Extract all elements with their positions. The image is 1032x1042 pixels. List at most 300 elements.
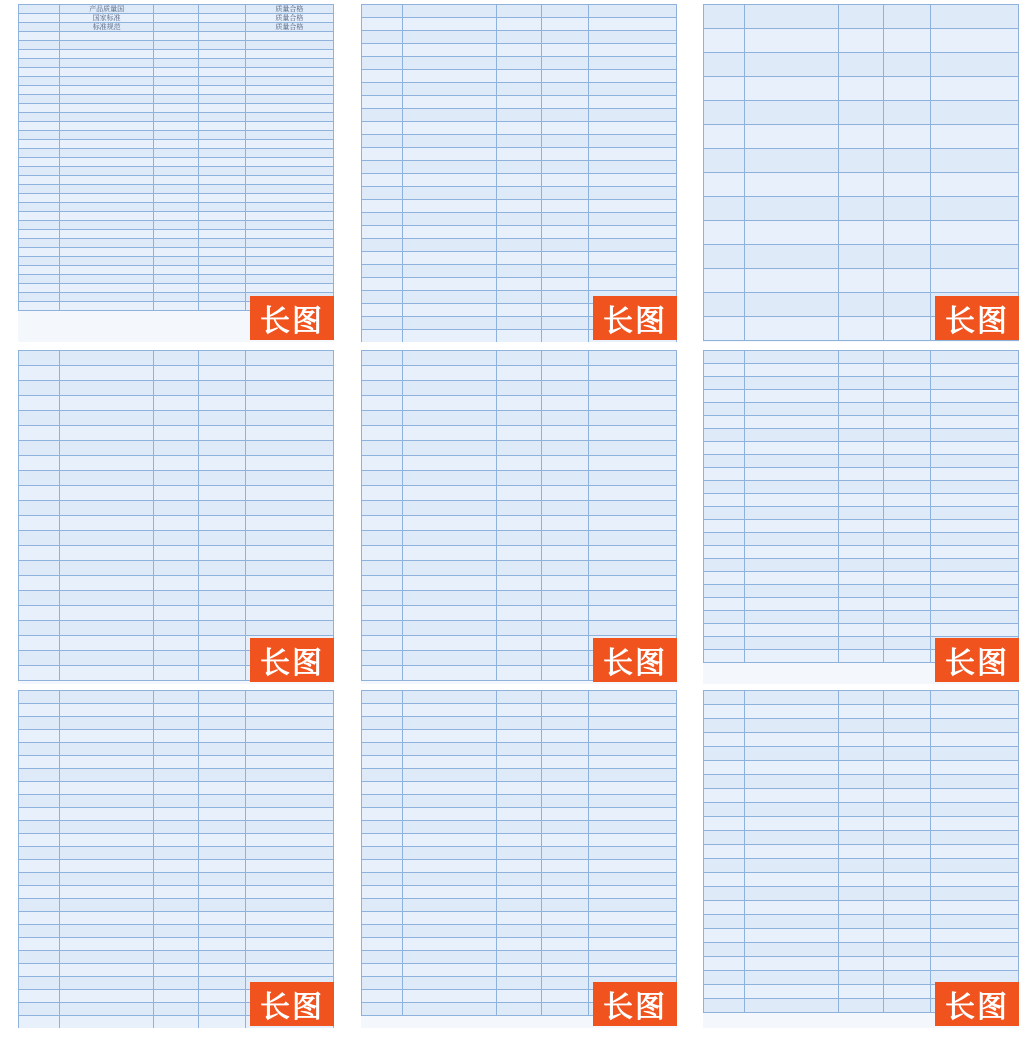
table-cell xyxy=(883,221,930,245)
table-cell xyxy=(839,957,883,971)
table-cell xyxy=(362,426,403,441)
table-cell xyxy=(154,221,198,230)
table-cell xyxy=(59,951,154,964)
table-cell xyxy=(497,330,541,343)
table-cell xyxy=(362,873,403,886)
table-cell xyxy=(704,77,745,101)
table-row xyxy=(704,364,1019,377)
table-cell xyxy=(541,691,588,704)
table-row xyxy=(19,411,334,426)
table-row xyxy=(19,95,334,104)
table-cell xyxy=(497,486,541,501)
table-cell xyxy=(362,441,403,456)
table-cell xyxy=(19,730,60,743)
table-cell xyxy=(883,533,930,546)
table-cell xyxy=(744,77,839,101)
table-cell xyxy=(198,576,245,591)
table-cell xyxy=(19,636,60,651)
table-cell xyxy=(839,416,883,429)
table-cell xyxy=(588,531,676,546)
table-cell xyxy=(744,245,839,269)
thumbnail-table xyxy=(18,350,334,681)
table-cell xyxy=(541,135,588,148)
table-cell xyxy=(883,269,930,293)
table-cell xyxy=(198,275,245,284)
table-cell xyxy=(588,561,676,576)
table-cell xyxy=(930,429,1018,442)
table-cell xyxy=(19,964,60,977)
table-cell xyxy=(154,621,198,636)
table-cell xyxy=(245,486,333,501)
table-cell xyxy=(839,733,883,747)
table-cell xyxy=(839,520,883,533)
table-cell xyxy=(362,621,403,636)
table-cell xyxy=(59,964,154,977)
table-cell xyxy=(744,364,839,377)
table-cell xyxy=(704,442,745,455)
table-row xyxy=(19,396,334,411)
table-cell xyxy=(19,651,60,666)
table-cell xyxy=(154,808,198,821)
table-cell xyxy=(362,109,403,122)
table-row xyxy=(362,5,677,18)
table-row xyxy=(362,873,677,886)
table-cell xyxy=(402,96,497,109)
table-cell xyxy=(839,173,883,197)
long-image-thumbnail[interactable] xyxy=(361,4,677,342)
table-cell xyxy=(59,704,154,717)
table-cell xyxy=(930,873,1018,887)
table-cell xyxy=(362,691,403,704)
table-row xyxy=(362,471,677,486)
table-cell xyxy=(59,230,154,239)
table-cell xyxy=(198,41,245,50)
table-cell xyxy=(59,516,154,531)
table-row xyxy=(19,606,334,621)
table-cell xyxy=(198,899,245,912)
table-cell xyxy=(839,507,883,520)
table-cell xyxy=(19,782,60,795)
table-cell xyxy=(402,456,497,471)
table-row xyxy=(19,576,334,591)
table-row xyxy=(362,606,677,621)
table-cell xyxy=(245,769,333,782)
table-cell xyxy=(497,426,541,441)
table-cell xyxy=(744,173,839,197)
table-cell xyxy=(245,131,333,140)
table-cell xyxy=(497,381,541,396)
table-cell xyxy=(930,221,1018,245)
table-cell xyxy=(704,455,745,468)
table-row xyxy=(19,756,334,769)
table-cell xyxy=(59,561,154,576)
table-cell xyxy=(497,666,541,681)
table-cell xyxy=(588,899,676,912)
table-cell xyxy=(19,1016,60,1029)
table-cell xyxy=(930,351,1018,364)
table-row xyxy=(362,265,677,278)
table-row xyxy=(704,149,1019,173)
table-cell xyxy=(362,808,403,821)
table-cell xyxy=(497,899,541,912)
table-cell xyxy=(245,808,333,821)
table-cell xyxy=(19,743,60,756)
table-row xyxy=(19,546,334,561)
long-image-thumbnail[interactable] xyxy=(361,350,677,684)
table-cell xyxy=(541,636,588,651)
table-cell xyxy=(930,390,1018,403)
table-cell xyxy=(154,821,198,834)
table-cell xyxy=(704,915,745,929)
long-image-thumbnail[interactable] xyxy=(703,4,1019,342)
table-cell xyxy=(839,269,883,293)
table-cell xyxy=(198,1003,245,1016)
table-cell xyxy=(839,245,883,269)
table-cell xyxy=(198,977,245,990)
table-cell xyxy=(245,396,333,411)
table-cell xyxy=(59,730,154,743)
table-row xyxy=(362,899,677,912)
table-cell xyxy=(59,1003,154,1016)
table-cell xyxy=(930,572,1018,585)
table-cell xyxy=(497,990,541,1003)
table-cell xyxy=(19,284,60,293)
table-cell xyxy=(198,795,245,808)
table-row xyxy=(19,230,334,239)
table-row xyxy=(704,775,1019,789)
table-cell xyxy=(198,351,245,366)
table-cell xyxy=(839,598,883,611)
table-cell xyxy=(154,847,198,860)
long-image-thumbnail[interactable] xyxy=(18,690,334,1028)
table-row xyxy=(704,29,1019,53)
table-cell xyxy=(402,938,497,951)
table-cell xyxy=(704,390,745,403)
table-cell xyxy=(541,161,588,174)
table-cell xyxy=(362,531,403,546)
table-cell xyxy=(497,951,541,964)
table-cell xyxy=(19,441,60,456)
table-cell xyxy=(198,212,245,221)
long-image-thumbnail[interactable] xyxy=(361,690,677,1028)
table-cell xyxy=(59,426,154,441)
table-cell xyxy=(362,561,403,576)
table-cell xyxy=(402,187,497,200)
table-cell xyxy=(402,135,497,148)
table-cell xyxy=(497,606,541,621)
table-cell xyxy=(541,912,588,925)
table-cell xyxy=(402,501,497,516)
table-cell xyxy=(59,821,154,834)
table-cell xyxy=(883,416,930,429)
table-cell xyxy=(154,1003,198,1016)
table-cell xyxy=(198,441,245,456)
table-cell xyxy=(588,252,676,265)
table-cell xyxy=(588,808,676,821)
table-cell xyxy=(154,14,198,23)
table-cell xyxy=(198,68,245,77)
table-cell xyxy=(883,817,930,831)
table-cell xyxy=(930,859,1018,873)
table-cell xyxy=(402,396,497,411)
table-cell xyxy=(402,366,497,381)
table-cell xyxy=(839,691,883,705)
table-row xyxy=(704,245,1019,269)
table-cell xyxy=(541,769,588,782)
table-cell xyxy=(154,113,198,122)
table-cell xyxy=(59,501,154,516)
table-cell xyxy=(744,390,839,403)
table-cell xyxy=(59,912,154,925)
table-cell xyxy=(588,351,676,366)
table-cell xyxy=(744,611,839,624)
table-row xyxy=(704,390,1019,403)
table-cell xyxy=(497,561,541,576)
table-cell xyxy=(930,775,1018,789)
table-cell xyxy=(154,606,198,621)
table-cell xyxy=(154,32,198,41)
table-cell xyxy=(362,381,403,396)
table-row xyxy=(704,481,1019,494)
table-cell xyxy=(154,50,198,59)
table-cell xyxy=(245,743,333,756)
table-cell xyxy=(19,546,60,561)
table-row xyxy=(362,546,677,561)
table-cell xyxy=(497,591,541,606)
table-cell xyxy=(362,636,403,651)
table-cell xyxy=(839,53,883,77)
table-cell xyxy=(704,999,745,1013)
table-cell xyxy=(744,149,839,173)
table-cell xyxy=(744,507,839,520)
table-cell xyxy=(839,442,883,455)
table-cell xyxy=(19,194,60,203)
table-cell xyxy=(19,203,60,212)
table-cell xyxy=(198,426,245,441)
table-cell xyxy=(362,977,403,990)
long-image-badge: 长图 xyxy=(935,982,1019,1026)
table-cell xyxy=(704,817,745,831)
table-row xyxy=(362,252,677,265)
table-cell xyxy=(744,533,839,546)
table-cell xyxy=(154,275,198,284)
table-cell xyxy=(839,831,883,845)
table-cell xyxy=(245,756,333,769)
table-cell xyxy=(588,938,676,951)
table-cell xyxy=(245,275,333,284)
long-image-thumbnail[interactable] xyxy=(18,350,334,684)
table-cell xyxy=(19,938,60,951)
table-cell xyxy=(59,899,154,912)
table-cell xyxy=(245,730,333,743)
table-row xyxy=(19,176,334,185)
table-cell xyxy=(154,41,198,50)
table-row xyxy=(704,533,1019,546)
table-cell xyxy=(19,756,60,769)
table-row xyxy=(362,396,677,411)
table-cell xyxy=(19,860,60,873)
table-cell xyxy=(541,546,588,561)
table-cell xyxy=(588,886,676,899)
table-cell xyxy=(19,302,60,311)
table-cell xyxy=(839,455,883,468)
table-cell xyxy=(245,531,333,546)
table-cell xyxy=(154,951,198,964)
table-cell xyxy=(588,441,676,456)
table-cell xyxy=(839,901,883,915)
table-cell xyxy=(59,275,154,284)
long-image-thumbnail[interactable] xyxy=(703,690,1019,1028)
table-row xyxy=(19,14,334,23)
table-cell xyxy=(497,366,541,381)
table-cell xyxy=(198,302,245,311)
table-cell xyxy=(362,821,403,834)
table-cell xyxy=(245,41,333,50)
table-cell xyxy=(245,516,333,531)
table-cell xyxy=(839,929,883,943)
table-cell xyxy=(541,899,588,912)
table-cell xyxy=(198,691,245,704)
table-cell xyxy=(541,531,588,546)
table-cell xyxy=(19,50,60,59)
table-cell xyxy=(497,743,541,756)
table-cell xyxy=(541,964,588,977)
table-cell xyxy=(588,396,676,411)
table-cell xyxy=(541,606,588,621)
table-cell xyxy=(19,456,60,471)
table-cell xyxy=(704,831,745,845)
table-cell xyxy=(245,441,333,456)
table-cell xyxy=(245,964,333,977)
table-cell xyxy=(704,789,745,803)
table-cell xyxy=(930,481,1018,494)
table-cell xyxy=(704,901,745,915)
table-cell xyxy=(19,834,60,847)
table-cell xyxy=(839,559,883,572)
table-cell xyxy=(245,951,333,964)
table-cell xyxy=(19,704,60,717)
table-row xyxy=(704,943,1019,957)
long-image-badge: 长图 xyxy=(935,296,1019,340)
table-cell xyxy=(930,733,1018,747)
table-cell xyxy=(245,561,333,576)
table-cell xyxy=(59,221,154,230)
table-cell xyxy=(883,943,930,957)
table-cell xyxy=(59,50,154,59)
table-cell xyxy=(883,390,930,403)
table-cell xyxy=(59,194,154,203)
table-cell xyxy=(19,691,60,704)
table-cell xyxy=(541,265,588,278)
table-cell xyxy=(402,161,497,174)
table-cell xyxy=(541,426,588,441)
table-cell xyxy=(362,834,403,847)
table-cell xyxy=(883,831,930,845)
table-cell xyxy=(497,471,541,486)
table-row xyxy=(19,284,334,293)
table-row xyxy=(362,621,677,636)
table-row xyxy=(704,197,1019,221)
table-cell xyxy=(19,411,60,426)
table-cell xyxy=(930,468,1018,481)
table-cell xyxy=(402,441,497,456)
table-cell xyxy=(402,795,497,808)
table-cell xyxy=(839,999,883,1013)
table-cell xyxy=(744,705,839,719)
table-cell xyxy=(744,873,839,887)
table-cell xyxy=(19,14,60,23)
table-cell xyxy=(883,546,930,559)
table-cell xyxy=(839,873,883,887)
table-cell xyxy=(588,717,676,730)
table-cell xyxy=(362,606,403,621)
table-cell xyxy=(245,248,333,257)
table-cell xyxy=(154,704,198,717)
table-cell xyxy=(541,396,588,411)
long-image-thumbnail[interactable] xyxy=(703,350,1019,684)
table-cell xyxy=(839,5,883,29)
table-row xyxy=(362,501,677,516)
table-cell xyxy=(245,122,333,131)
table-cell xyxy=(402,990,497,1003)
table-cell xyxy=(839,637,883,650)
table-cell xyxy=(588,148,676,161)
table-cell xyxy=(198,769,245,782)
table-cell xyxy=(59,95,154,104)
table-cell xyxy=(497,516,541,531)
table-cell xyxy=(245,795,333,808)
table-row xyxy=(19,68,334,77)
long-image-thumbnail[interactable] xyxy=(18,4,334,342)
table-cell xyxy=(704,546,745,559)
table-row xyxy=(362,912,677,925)
table-cell xyxy=(541,18,588,31)
table-cell xyxy=(154,131,198,140)
table-cell xyxy=(883,789,930,803)
table-cell xyxy=(704,173,745,197)
table-cell xyxy=(497,808,541,821)
table-cell xyxy=(704,197,745,221)
table-cell xyxy=(19,32,60,41)
table-cell xyxy=(402,291,497,304)
table-row xyxy=(362,743,677,756)
table-cell xyxy=(19,925,60,938)
table-cell xyxy=(19,516,60,531)
table-cell xyxy=(19,977,60,990)
table-cell xyxy=(154,938,198,951)
table-cell xyxy=(497,96,541,109)
table-cell xyxy=(362,730,403,743)
table-row xyxy=(704,455,1019,468)
table-cell xyxy=(744,403,839,416)
table-cell xyxy=(245,938,333,951)
table-row xyxy=(362,148,677,161)
table-cell xyxy=(198,847,245,860)
table-cell xyxy=(198,194,245,203)
table-cell xyxy=(59,756,154,769)
table-row xyxy=(19,782,334,795)
table-cell xyxy=(839,546,883,559)
table-cell xyxy=(402,351,497,366)
table-cell xyxy=(541,239,588,252)
thumbnail-table xyxy=(703,350,1019,663)
table-cell xyxy=(19,185,60,194)
table-cell xyxy=(59,203,154,212)
table-cell xyxy=(198,221,245,230)
table-cell xyxy=(497,174,541,187)
table-cell xyxy=(198,531,245,546)
table-cell xyxy=(198,651,245,666)
